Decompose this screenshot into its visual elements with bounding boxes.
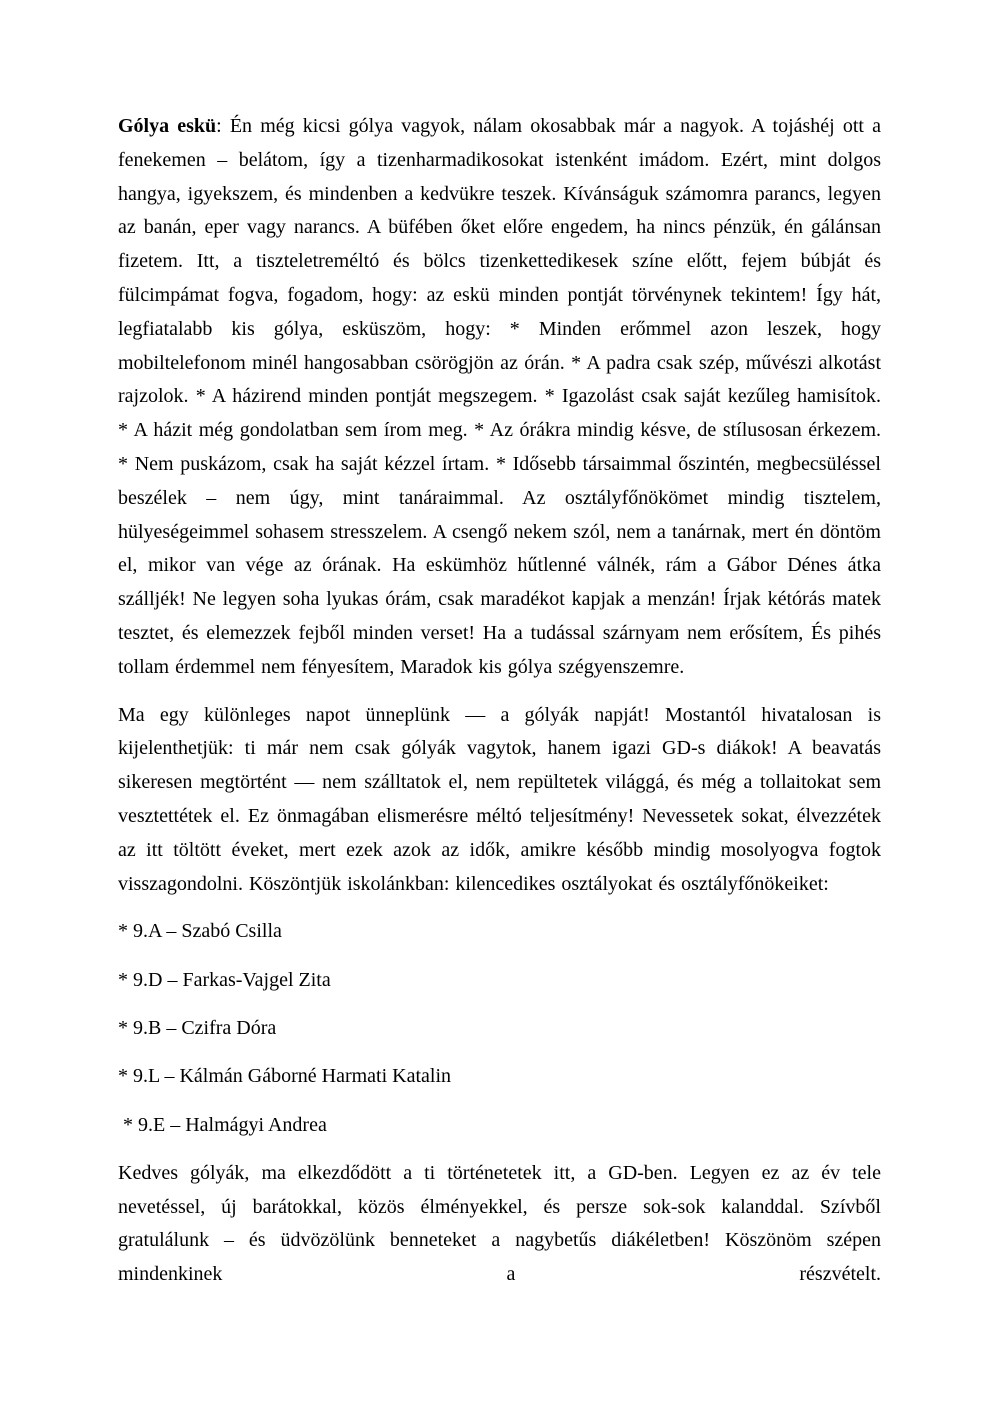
class-list-item-9l: * 9.L – Kálmán Gáborné Harmati Katalin (118, 1065, 452, 1088)
celebration-paragraph: Ma egy különleges napot ünneplünk — a gólyák napját! Mostantól hivatalosan is kijelenthetjük: ti már nem csak gólyák vagytok, hanem igazi GD-s diákok! A beavatás sikeresen megtörtént — nem szálltatok el, nem repültetek világgá, és még a tollaitokat sem vesztettétek el. Ez önmagában elismerésre méltó teljesítmény! Nevessetek sokat, élvezzétek az itt töltött éveket, mert ezek azok az idők, amikre később mindig mosolyogva fogtok visszagondolni. Köszöntjük iskolánkban: kilencedikes osztályokat és osztályfőnökeiket: (118, 703, 881, 895)
oath-paragraph (118, 110, 881, 685)
class-list-item-9b: * 9.B – Czifra Dóra (118, 1016, 277, 1039)
class-list-item-9a: * 9.A – Szabó Csilla (118, 920, 282, 943)
oath-body-text: : Én még kicsi gólya vagyok, nálam okosabbak már a nagyok. A tojáshéj ott a fenekemen – belátom, így a tizenharmadikosokat istenként imádom. Ezért, mint dolgos hangya, igyekszem, és mindenben a kedvükre teszek. Kívánságuk számomra parancs, legyen az banán, eper vagy narancs. A büfében őket előre engedem, ha nincs pénzük, én gálánsan fizetem. Itt, a tiszteletreméltó és bölcs tizenkettedikesek színe előtt, fejem búbját és fülcimpámat fogva, fogadom, hogy: az eskü minden pontját törvénynek tekintem! Így hát, legfiatalabb kis gólya, esküszöm, hogy: * Minden erőmmel azon leszek, hogy mobiltelefonom minél hangosabban csörögjön az órán. * A padra csak szép, művészi alkotást rajzolok. * A házirend minden pontját megszegem. * Igazolást csak saját kezűleg hamisítok. * A házit még gondolatban sem írom meg. * Az órákra mindig késve, de stílusosan érkezem. * Nem puskázom, csak ha saját kézzel írtam. * Idősebb társaimmal őszintén, megbecsüléssel beszélek – nem úgy, mint tanáraimmal. Az osztályfőnökömet mindig tisztelem, hülyeségeimmel sohasem stresszelem. A csengő nekem szól, nem a tanárnak, mert én döntöm el, mikor van vége az órának. Ha eskümhöz hűtlenné válnék, rám a Gábor Dénes átka szálljék! Ne legyen soha lyukas órám, csak maradékot kapjak a menzán! Írjak kétórás matek tesztet, és elemezzek fejből minden verset! Ha a tudással szárnyam nem erősítem, És pihés tollam érdemmel nem fényesítem, Maradok kis gólya szégyenszemre. (118, 115, 881, 678)
closing-paragraph: Kedves gólyák, ma elkezdődött a ti történetetek itt, a GD-ben. Legyen ez az év tele nevetéssel, új barátokkal, közös élményekkel, és persze sok-sok kalanddal. Szívből gratulálunk – és üdvözölünk benneteket a nagybetűs diákéletben! Köszönöm szépen mindenkinek a részvételt. (118, 1161, 881, 1286)
class-list-item-9e: * 9.E – Halmágyi Andrea (118, 1113, 327, 1136)
class-list-item-9d: * 9.D – Farkas-Vajgel Zita (118, 968, 331, 991)
oath-title: Gólya eskü (118, 115, 217, 137)
